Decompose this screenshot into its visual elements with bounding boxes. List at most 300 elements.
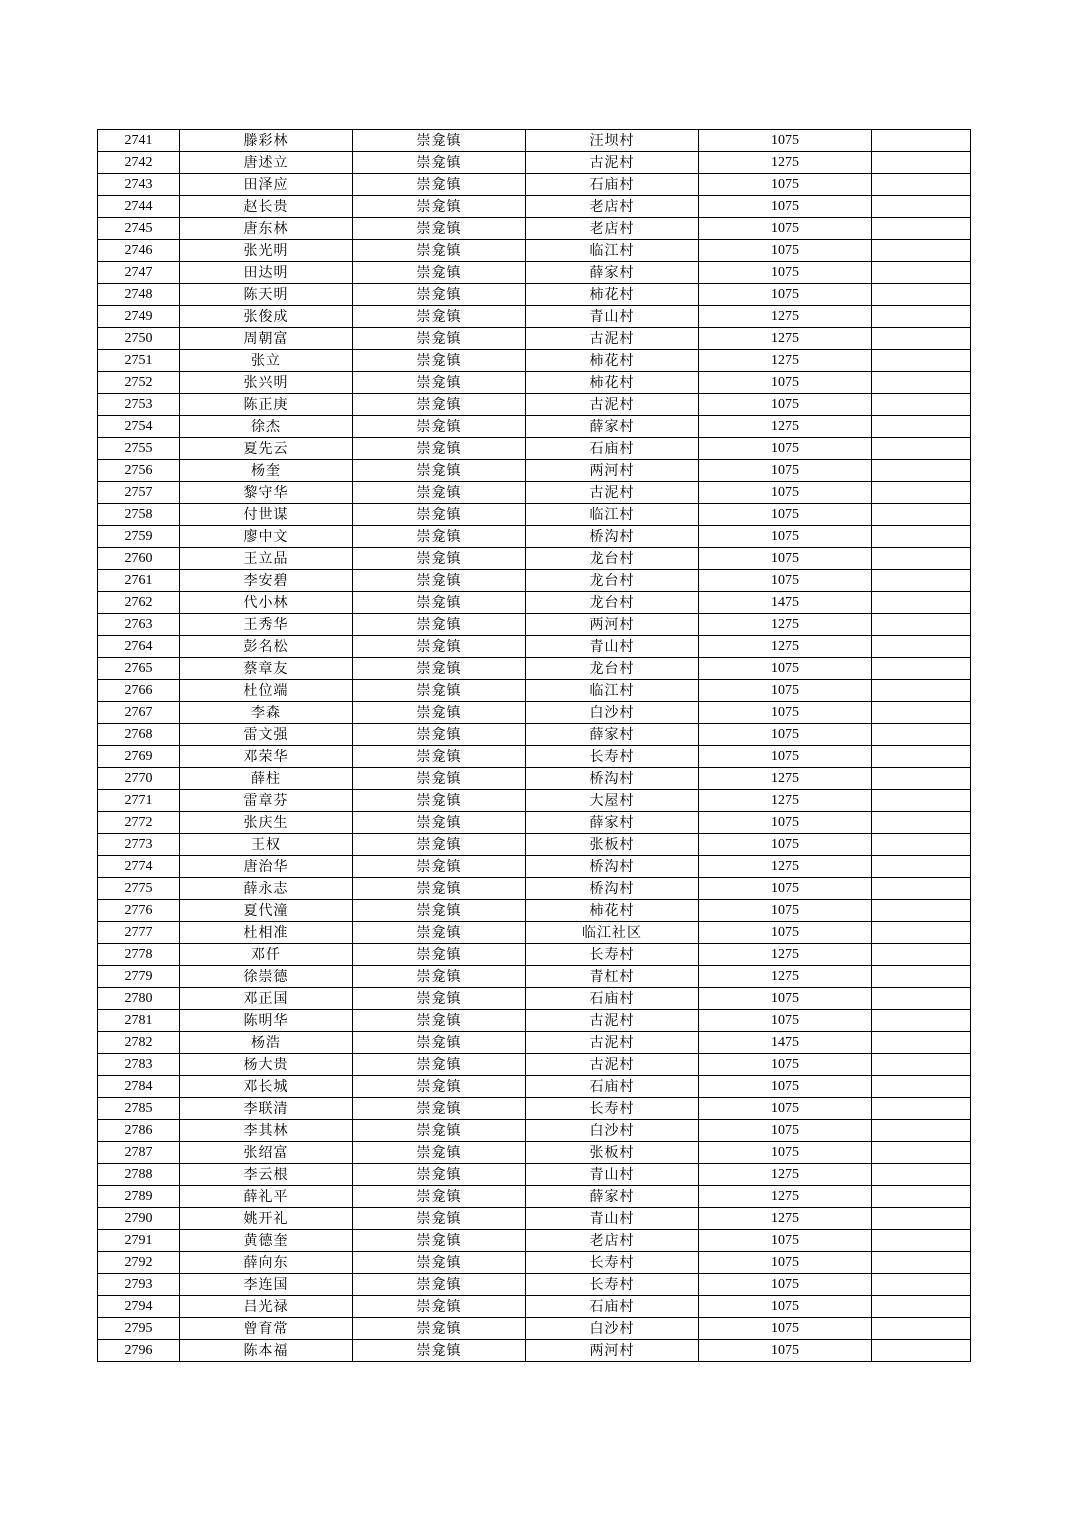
amount-cell: 1275 bbox=[699, 350, 872, 372]
name-cell: 徐崇德 bbox=[180, 966, 353, 988]
amount-cell: 1275 bbox=[699, 966, 872, 988]
village-cell: 长寿村 bbox=[526, 746, 699, 768]
town-cell: 崇龛镇 bbox=[353, 196, 526, 218]
village-cell: 龙台村 bbox=[526, 548, 699, 570]
seq-cell: 2746 bbox=[98, 240, 180, 262]
village-cell: 古泥村 bbox=[526, 152, 699, 174]
town-cell: 崇龛镇 bbox=[353, 218, 526, 240]
village-cell: 临江村 bbox=[526, 504, 699, 526]
seq-cell: 2743 bbox=[98, 174, 180, 196]
seq-cell: 2776 bbox=[98, 900, 180, 922]
name-cell: 黄德奎 bbox=[180, 1230, 353, 1252]
village-cell: 张板村 bbox=[526, 1142, 699, 1164]
note-cell bbox=[872, 1186, 971, 1208]
seq-cell: 2767 bbox=[98, 702, 180, 724]
note-cell bbox=[872, 724, 971, 746]
table-row bbox=[98, 658, 971, 680]
table-row bbox=[98, 526, 971, 548]
name-cell: 杜相准 bbox=[180, 922, 353, 944]
town-cell: 崇龛镇 bbox=[353, 900, 526, 922]
table-row bbox=[98, 218, 971, 240]
table-row bbox=[98, 1208, 971, 1230]
table-row bbox=[98, 284, 971, 306]
note-cell bbox=[872, 1208, 971, 1230]
note-cell bbox=[872, 570, 971, 592]
name-cell: 张兴明 bbox=[180, 372, 353, 394]
village-cell: 长寿村 bbox=[526, 1274, 699, 1296]
village-cell: 临江村 bbox=[526, 240, 699, 262]
town-cell: 崇龛镇 bbox=[353, 856, 526, 878]
note-cell bbox=[872, 438, 971, 460]
name-cell: 蔡章友 bbox=[180, 658, 353, 680]
table-row bbox=[98, 174, 971, 196]
note-cell bbox=[872, 240, 971, 262]
town-cell: 崇龛镇 bbox=[353, 922, 526, 944]
table-row bbox=[98, 1142, 971, 1164]
name-cell: 曾育常 bbox=[180, 1318, 353, 1340]
amount-cell: 1075 bbox=[699, 812, 872, 834]
town-cell: 崇龛镇 bbox=[353, 1252, 526, 1274]
town-cell: 崇龛镇 bbox=[353, 460, 526, 482]
village-cell: 石庙村 bbox=[526, 174, 699, 196]
note-cell bbox=[872, 1010, 971, 1032]
amount-cell: 1275 bbox=[699, 1164, 872, 1186]
note-cell bbox=[872, 284, 971, 306]
village-cell: 薛家村 bbox=[526, 812, 699, 834]
note-cell bbox=[872, 416, 971, 438]
amount-cell: 1275 bbox=[699, 856, 872, 878]
table-row bbox=[98, 900, 971, 922]
seq-cell: 2780 bbox=[98, 988, 180, 1010]
town-cell: 崇龛镇 bbox=[353, 570, 526, 592]
amount-cell: 1075 bbox=[699, 438, 872, 460]
name-cell: 陈明华 bbox=[180, 1010, 353, 1032]
village-cell: 古泥村 bbox=[526, 482, 699, 504]
seq-cell: 2783 bbox=[98, 1054, 180, 1076]
amount-cell: 1275 bbox=[699, 416, 872, 438]
seq-cell: 2795 bbox=[98, 1318, 180, 1340]
seq-cell: 2785 bbox=[98, 1098, 180, 1120]
name-cell: 邓仟 bbox=[180, 944, 353, 966]
amount-cell: 1075 bbox=[699, 878, 872, 900]
seq-cell: 2762 bbox=[98, 592, 180, 614]
name-cell: 陈正庚 bbox=[180, 394, 353, 416]
amount-cell: 1075 bbox=[699, 482, 872, 504]
village-cell: 古泥村 bbox=[526, 1054, 699, 1076]
note-cell bbox=[872, 1252, 971, 1274]
note-cell bbox=[872, 878, 971, 900]
table-row bbox=[98, 1032, 971, 1054]
seq-cell: 2774 bbox=[98, 856, 180, 878]
table-row bbox=[98, 1164, 971, 1186]
seq-cell: 2750 bbox=[98, 328, 180, 350]
note-cell bbox=[872, 746, 971, 768]
table-row bbox=[98, 1010, 971, 1032]
name-cell: 王权 bbox=[180, 834, 353, 856]
name-cell: 田达明 bbox=[180, 262, 353, 284]
document-page bbox=[97, 129, 970, 1362]
table-row bbox=[98, 988, 971, 1010]
name-cell: 王秀华 bbox=[180, 614, 353, 636]
village-cell: 薛家村 bbox=[526, 1186, 699, 1208]
village-cell: 白沙村 bbox=[526, 1318, 699, 1340]
village-cell: 张板村 bbox=[526, 834, 699, 856]
note-cell bbox=[872, 944, 971, 966]
note-cell bbox=[872, 262, 971, 284]
table-row bbox=[98, 592, 971, 614]
village-cell: 临江村 bbox=[526, 680, 699, 702]
table-row bbox=[98, 812, 971, 834]
seq-cell: 2745 bbox=[98, 218, 180, 240]
village-cell: 石庙村 bbox=[526, 1076, 699, 1098]
name-cell: 陈本福 bbox=[180, 1340, 353, 1362]
seq-cell: 2766 bbox=[98, 680, 180, 702]
note-cell bbox=[872, 1274, 971, 1296]
note-cell bbox=[872, 482, 971, 504]
name-cell: 杜位端 bbox=[180, 680, 353, 702]
note-cell bbox=[872, 152, 971, 174]
amount-cell: 1075 bbox=[699, 900, 872, 922]
note-cell bbox=[872, 834, 971, 856]
village-cell: 柿花村 bbox=[526, 372, 699, 394]
name-cell: 张立 bbox=[180, 350, 353, 372]
note-cell bbox=[872, 1076, 971, 1098]
town-cell: 崇龛镇 bbox=[353, 702, 526, 724]
name-cell: 薛永志 bbox=[180, 878, 353, 900]
seq-cell: 2742 bbox=[98, 152, 180, 174]
amount-cell: 1475 bbox=[699, 592, 872, 614]
amount-cell: 1075 bbox=[699, 526, 872, 548]
amount-cell: 1275 bbox=[699, 152, 872, 174]
table-row bbox=[98, 130, 971, 152]
name-cell: 吕光禄 bbox=[180, 1296, 353, 1318]
town-cell: 崇龛镇 bbox=[353, 966, 526, 988]
amount-cell: 1075 bbox=[699, 1098, 872, 1120]
name-cell: 李其林 bbox=[180, 1120, 353, 1142]
note-cell bbox=[872, 1340, 971, 1362]
table-row bbox=[98, 856, 971, 878]
seq-cell: 2751 bbox=[98, 350, 180, 372]
amount-cell: 1275 bbox=[699, 306, 872, 328]
amount-cell: 1075 bbox=[699, 372, 872, 394]
amount-cell: 1075 bbox=[699, 1318, 872, 1340]
town-cell: 崇龛镇 bbox=[353, 548, 526, 570]
village-cell: 老店村 bbox=[526, 196, 699, 218]
note-cell bbox=[872, 394, 971, 416]
seq-cell: 2757 bbox=[98, 482, 180, 504]
table-row bbox=[98, 548, 971, 570]
amount-cell: 1075 bbox=[699, 262, 872, 284]
town-cell: 崇龛镇 bbox=[353, 1142, 526, 1164]
seq-cell: 2741 bbox=[98, 130, 180, 152]
amount-cell: 1075 bbox=[699, 570, 872, 592]
town-cell: 崇龛镇 bbox=[353, 614, 526, 636]
seq-cell: 2768 bbox=[98, 724, 180, 746]
note-cell bbox=[872, 526, 971, 548]
seq-cell: 2765 bbox=[98, 658, 180, 680]
name-cell: 薛礼平 bbox=[180, 1186, 353, 1208]
town-cell: 崇龛镇 bbox=[353, 174, 526, 196]
name-cell: 杨浩 bbox=[180, 1032, 353, 1054]
roster-table bbox=[97, 129, 971, 1362]
village-cell: 临江社区 bbox=[526, 922, 699, 944]
name-cell: 李连国 bbox=[180, 1274, 353, 1296]
name-cell: 杨大贵 bbox=[180, 1054, 353, 1076]
note-cell bbox=[872, 592, 971, 614]
town-cell: 崇龛镇 bbox=[353, 746, 526, 768]
amount-cell: 1075 bbox=[699, 1274, 872, 1296]
amount-cell: 1075 bbox=[699, 504, 872, 526]
note-cell bbox=[872, 1230, 971, 1252]
name-cell: 杨奎 bbox=[180, 460, 353, 482]
seq-cell: 2749 bbox=[98, 306, 180, 328]
amount-cell: 1075 bbox=[699, 548, 872, 570]
village-cell: 青杠村 bbox=[526, 966, 699, 988]
table-row bbox=[98, 966, 971, 988]
seq-cell: 2772 bbox=[98, 812, 180, 834]
note-cell bbox=[872, 504, 971, 526]
seq-cell: 2796 bbox=[98, 1340, 180, 1362]
village-cell: 薛家村 bbox=[526, 724, 699, 746]
name-cell: 陈天明 bbox=[180, 284, 353, 306]
town-cell: 崇龛镇 bbox=[353, 878, 526, 900]
note-cell bbox=[872, 1318, 971, 1340]
note-cell bbox=[872, 790, 971, 812]
amount-cell: 1075 bbox=[699, 240, 872, 262]
note-cell bbox=[872, 680, 971, 702]
amount-cell: 1075 bbox=[699, 746, 872, 768]
note-cell bbox=[872, 614, 971, 636]
village-cell: 长寿村 bbox=[526, 944, 699, 966]
name-cell: 廖中文 bbox=[180, 526, 353, 548]
amount-cell: 1075 bbox=[699, 196, 872, 218]
town-cell: 崇龛镇 bbox=[353, 482, 526, 504]
town-cell: 崇龛镇 bbox=[353, 1208, 526, 1230]
table-row bbox=[98, 438, 971, 460]
seq-cell: 2787 bbox=[98, 1142, 180, 1164]
town-cell: 崇龛镇 bbox=[353, 1340, 526, 1362]
note-cell bbox=[872, 460, 971, 482]
note-cell bbox=[872, 130, 971, 152]
town-cell: 崇龛镇 bbox=[353, 1274, 526, 1296]
table-row bbox=[98, 1076, 971, 1098]
table-row bbox=[98, 636, 971, 658]
name-cell: 李安碧 bbox=[180, 570, 353, 592]
town-cell: 崇龛镇 bbox=[353, 790, 526, 812]
table-row bbox=[98, 372, 971, 394]
town-cell: 崇龛镇 bbox=[353, 1010, 526, 1032]
name-cell: 张俊成 bbox=[180, 306, 353, 328]
table-row bbox=[98, 262, 971, 284]
note-cell bbox=[872, 548, 971, 570]
seq-cell: 2769 bbox=[98, 746, 180, 768]
seq-cell: 2747 bbox=[98, 262, 180, 284]
seq-cell: 2784 bbox=[98, 1076, 180, 1098]
table-row bbox=[98, 1252, 971, 1274]
amount-cell: 1075 bbox=[699, 130, 872, 152]
table-row bbox=[98, 306, 971, 328]
note-cell bbox=[872, 306, 971, 328]
name-cell: 张庆生 bbox=[180, 812, 353, 834]
town-cell: 崇龛镇 bbox=[353, 1054, 526, 1076]
name-cell: 唐治华 bbox=[180, 856, 353, 878]
name-cell: 付世谋 bbox=[180, 504, 353, 526]
seq-cell: 2752 bbox=[98, 372, 180, 394]
amount-cell: 1075 bbox=[699, 680, 872, 702]
town-cell: 崇龛镇 bbox=[353, 526, 526, 548]
table-row bbox=[98, 680, 971, 702]
amount-cell: 1075 bbox=[699, 834, 872, 856]
seq-cell: 2779 bbox=[98, 966, 180, 988]
seq-cell: 2791 bbox=[98, 1230, 180, 1252]
village-cell: 古泥村 bbox=[526, 1032, 699, 1054]
town-cell: 崇龛镇 bbox=[353, 328, 526, 350]
name-cell: 邓正国 bbox=[180, 988, 353, 1010]
note-cell bbox=[872, 174, 971, 196]
seq-cell: 2771 bbox=[98, 790, 180, 812]
village-cell: 桥沟村 bbox=[526, 526, 699, 548]
table-row bbox=[98, 394, 971, 416]
name-cell: 邓荣华 bbox=[180, 746, 353, 768]
town-cell: 崇龛镇 bbox=[353, 592, 526, 614]
amount-cell: 1275 bbox=[699, 636, 872, 658]
village-cell: 青山村 bbox=[526, 1208, 699, 1230]
table-row bbox=[98, 1296, 971, 1318]
amount-cell: 1275 bbox=[699, 1186, 872, 1208]
name-cell: 李云根 bbox=[180, 1164, 353, 1186]
table-row bbox=[98, 922, 971, 944]
seq-cell: 2761 bbox=[98, 570, 180, 592]
note-cell bbox=[872, 658, 971, 680]
village-cell: 桥沟村 bbox=[526, 856, 699, 878]
amount-cell: 1275 bbox=[699, 944, 872, 966]
note-cell bbox=[872, 1142, 971, 1164]
town-cell: 崇龛镇 bbox=[353, 262, 526, 284]
name-cell: 王立品 bbox=[180, 548, 353, 570]
town-cell: 崇龛镇 bbox=[353, 1032, 526, 1054]
table-row bbox=[98, 746, 971, 768]
amount-cell: 1075 bbox=[699, 1142, 872, 1164]
seq-cell: 2770 bbox=[98, 768, 180, 790]
note-cell bbox=[872, 372, 971, 394]
name-cell: 滕彩林 bbox=[180, 130, 353, 152]
village-cell: 桥沟村 bbox=[526, 768, 699, 790]
note-cell bbox=[872, 1120, 971, 1142]
amount-cell: 1075 bbox=[699, 1010, 872, 1032]
table-row bbox=[98, 1054, 971, 1076]
village-cell: 古泥村 bbox=[526, 328, 699, 350]
table-row bbox=[98, 768, 971, 790]
town-cell: 崇龛镇 bbox=[353, 350, 526, 372]
village-cell: 古泥村 bbox=[526, 394, 699, 416]
town-cell: 崇龛镇 bbox=[353, 504, 526, 526]
village-cell: 龙台村 bbox=[526, 592, 699, 614]
note-cell bbox=[872, 988, 971, 1010]
amount-cell: 1075 bbox=[699, 218, 872, 240]
seq-cell: 2781 bbox=[98, 1010, 180, 1032]
seq-cell: 2748 bbox=[98, 284, 180, 306]
table-row bbox=[98, 570, 971, 592]
town-cell: 崇龛镇 bbox=[353, 1076, 526, 1098]
village-cell: 柿花村 bbox=[526, 284, 699, 306]
name-cell: 李森 bbox=[180, 702, 353, 724]
note-cell bbox=[872, 900, 971, 922]
village-cell: 两河村 bbox=[526, 1340, 699, 1362]
village-cell: 石庙村 bbox=[526, 988, 699, 1010]
town-cell: 崇龛镇 bbox=[353, 416, 526, 438]
seq-cell: 2789 bbox=[98, 1186, 180, 1208]
seq-cell: 2777 bbox=[98, 922, 180, 944]
town-cell: 崇龛镇 bbox=[353, 658, 526, 680]
amount-cell: 1075 bbox=[699, 1230, 872, 1252]
town-cell: 崇龛镇 bbox=[353, 1164, 526, 1186]
table-row bbox=[98, 1230, 971, 1252]
amount-cell: 1075 bbox=[699, 1252, 872, 1274]
table-row bbox=[98, 328, 971, 350]
amount-cell: 1275 bbox=[699, 768, 872, 790]
town-cell: 崇龛镇 bbox=[353, 768, 526, 790]
seq-cell: 2773 bbox=[98, 834, 180, 856]
roster-table-body bbox=[98, 130, 971, 1362]
town-cell: 崇龛镇 bbox=[353, 438, 526, 460]
name-cell: 彭名松 bbox=[180, 636, 353, 658]
village-cell: 龙台村 bbox=[526, 570, 699, 592]
seq-cell: 2755 bbox=[98, 438, 180, 460]
note-cell bbox=[872, 922, 971, 944]
note-cell bbox=[872, 1296, 971, 1318]
town-cell: 崇龛镇 bbox=[353, 1296, 526, 1318]
table-row bbox=[98, 724, 971, 746]
note-cell bbox=[872, 328, 971, 350]
name-cell: 薛柱 bbox=[180, 768, 353, 790]
name-cell: 邓长城 bbox=[180, 1076, 353, 1098]
seq-cell: 2754 bbox=[98, 416, 180, 438]
table-row bbox=[98, 504, 971, 526]
town-cell: 崇龛镇 bbox=[353, 636, 526, 658]
village-cell: 老店村 bbox=[526, 218, 699, 240]
name-cell: 唐述立 bbox=[180, 152, 353, 174]
village-cell: 青山村 bbox=[526, 636, 699, 658]
amount-cell: 1075 bbox=[699, 1340, 872, 1362]
table-row bbox=[98, 702, 971, 724]
name-cell: 张光明 bbox=[180, 240, 353, 262]
amount-cell: 1075 bbox=[699, 658, 872, 680]
village-cell: 古泥村 bbox=[526, 1010, 699, 1032]
note-cell bbox=[872, 1164, 971, 1186]
village-cell: 桥沟村 bbox=[526, 878, 699, 900]
town-cell: 崇龛镇 bbox=[353, 1186, 526, 1208]
note-cell bbox=[872, 1032, 971, 1054]
note-cell bbox=[872, 966, 971, 988]
town-cell: 崇龛镇 bbox=[353, 152, 526, 174]
town-cell: 崇龛镇 bbox=[353, 372, 526, 394]
village-cell: 薛家村 bbox=[526, 262, 699, 284]
name-cell: 唐东林 bbox=[180, 218, 353, 240]
amount-cell: 1275 bbox=[699, 614, 872, 636]
village-cell: 柿花村 bbox=[526, 350, 699, 372]
table-row bbox=[98, 1120, 971, 1142]
town-cell: 崇龛镇 bbox=[353, 130, 526, 152]
town-cell: 崇龛镇 bbox=[353, 944, 526, 966]
note-cell bbox=[872, 196, 971, 218]
amount-cell: 1075 bbox=[699, 1076, 872, 1098]
village-cell: 柿花村 bbox=[526, 900, 699, 922]
town-cell: 崇龛镇 bbox=[353, 1120, 526, 1142]
table-row bbox=[98, 152, 971, 174]
name-cell: 代小林 bbox=[180, 592, 353, 614]
name-cell: 田泽应 bbox=[180, 174, 353, 196]
town-cell: 崇龛镇 bbox=[353, 240, 526, 262]
